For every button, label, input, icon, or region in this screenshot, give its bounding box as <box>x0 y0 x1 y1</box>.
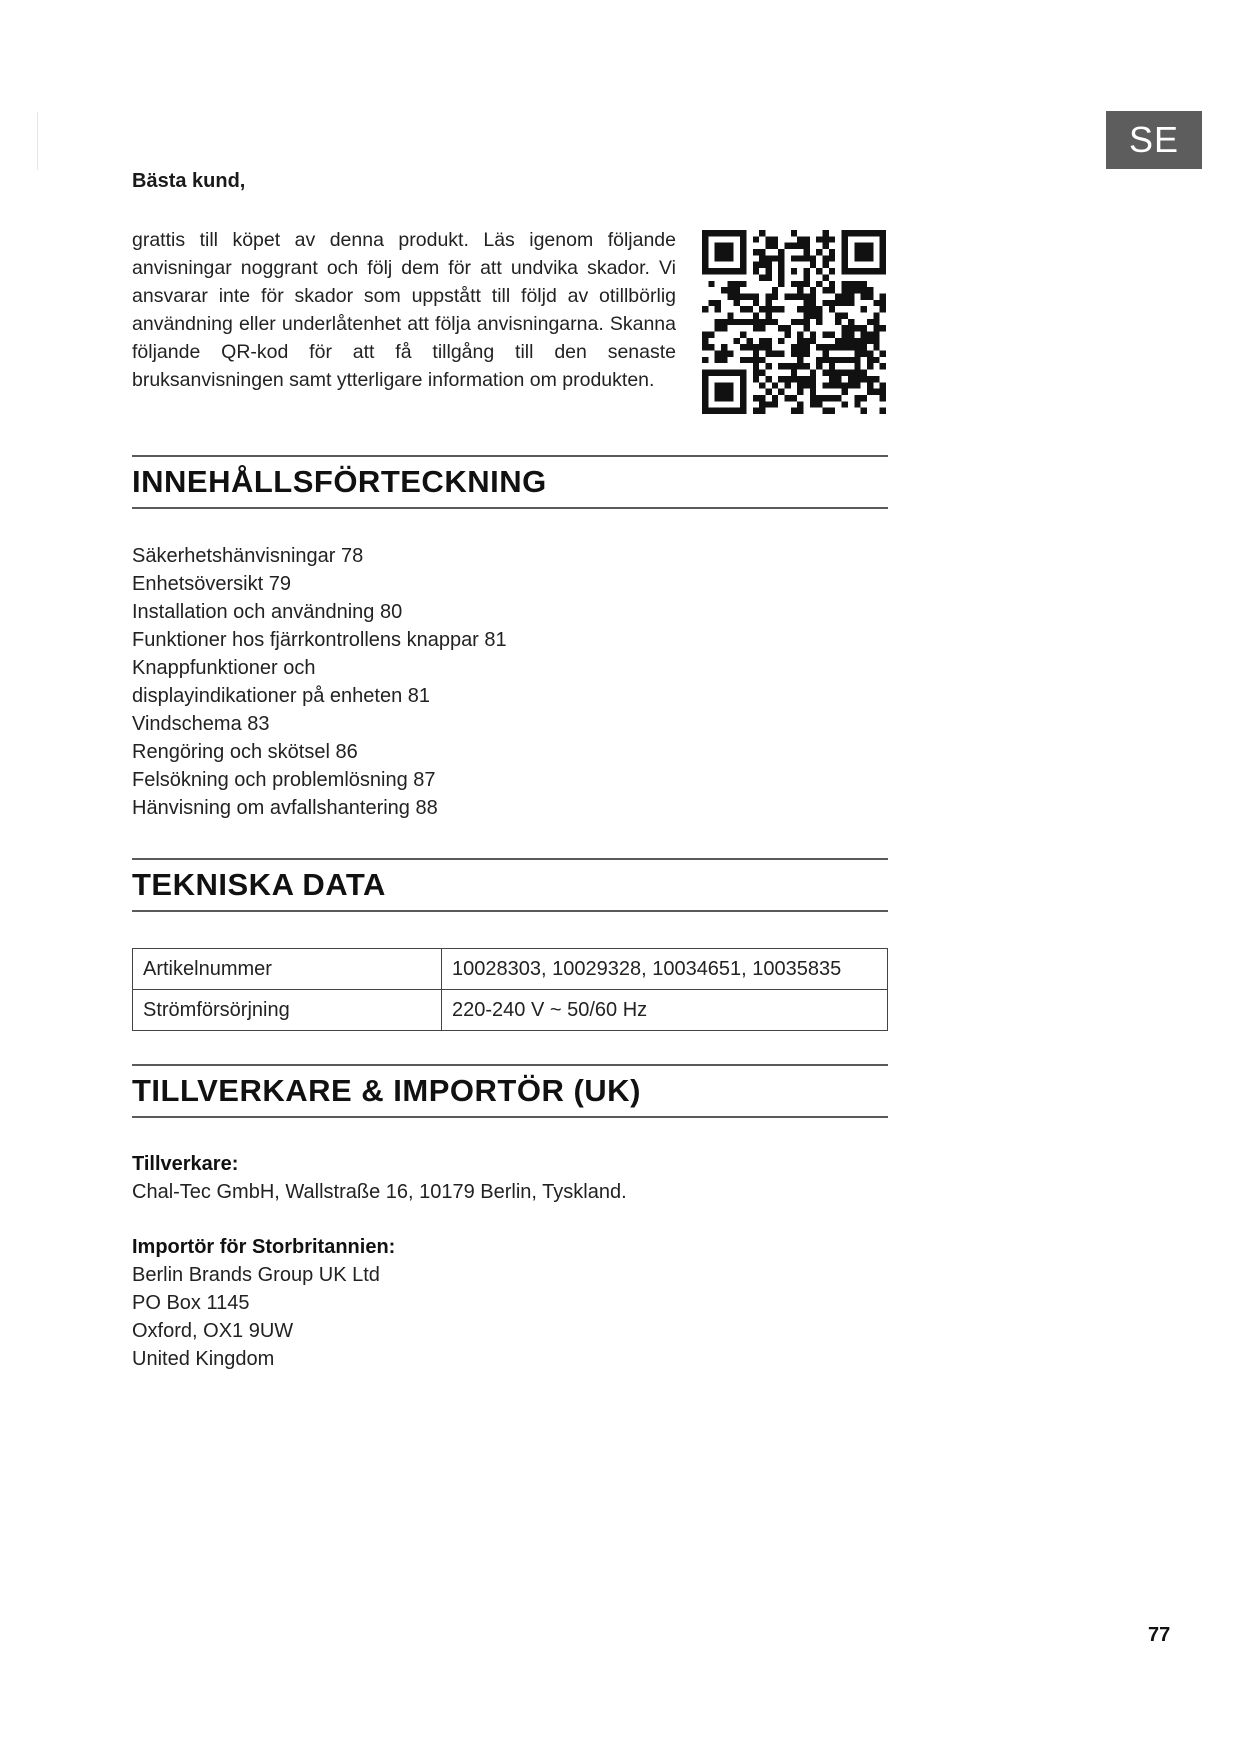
toc-item[interactable]: Installation och användning 80 <box>132 601 403 623</box>
importer-line: Berlin Brands Group UK Ltd <box>132 1264 380 1286</box>
spec-key: Artikelnummer <box>133 949 442 990</box>
toc-item[interactable]: Hänvisning om avfallshantering 88 <box>132 797 438 819</box>
page-number: 77 <box>1148 1624 1171 1646</box>
toc-item[interactable]: Rengöring och skötsel 86 <box>132 741 358 763</box>
toc-section-header <box>132 455 888 509</box>
toc-item[interactable]: Enhetsöversikt 79 <box>132 573 291 595</box>
toc-item[interactable]: Felsökning och problemlösning 87 <box>132 769 436 791</box>
toc-title: INNEHÅLLSFÖRTECKNING <box>132 464 547 499</box>
spec-value: 220-240 V ~ 50/60 Hz <box>442 990 888 1031</box>
maker-address: Chal-Tec GmbH, Wallstraße 16, 10179 Berlin, Tyskland. <box>132 1181 627 1203</box>
importer-label: Importör för Storbritannien: <box>132 1236 396 1258</box>
toc-item[interactable]: Knappfunktioner och <box>132 657 316 679</box>
manufacturer-title: TILLVERKARE & IMPORTÖR (UK) <box>132 1073 641 1108</box>
maker-label: Tillverkare: <box>132 1153 239 1175</box>
language-tab: SE <box>1106 111 1202 169</box>
toc-item[interactable]: Vindschema 83 <box>132 713 270 735</box>
importer-line: United Kingdom <box>132 1348 275 1370</box>
toc-item[interactable]: displayindikationer på enheten 81 <box>132 685 430 707</box>
qr-code[interactable] <box>702 230 886 414</box>
toc-list <box>132 542 507 822</box>
manufacturer-section-header <box>132 1064 888 1118</box>
margin-mark <box>37 112 38 170</box>
toc-item[interactable]: Funktioner hos fjärrkontrollens knappar 81 <box>132 629 507 651</box>
spec-key: Strömförsörjning <box>133 990 442 1031</box>
importer-block <box>132 1233 395 1373</box>
intro-paragraph: grattis till köpet av denna produkt. Läs igenom följande anvisningar noggrant och följ dem för att undvika skador. Vi ansvarar inte för skador som uppstått till följd av otillbörlig användning eller underlåtenhet att följa anvisningarna. Skanna följande QR-kod för att få tillgång till den senaste bruksanvisningen samt ytterligare information om produkten. <box>132 229 676 391</box>
tech-section-header <box>132 858 888 912</box>
toc-item[interactable]: Säkerhetshänvisningar 78 <box>132 545 364 567</box>
tech-title: TEKNISKA DATA <box>132 867 386 902</box>
importer-line: Oxford, OX1 9UW <box>132 1320 294 1342</box>
maker-block <box>132 1150 627 1206</box>
spec-value: 10028303, 10029328, 10034651, 10035835 <box>442 949 888 990</box>
table-row <box>133 949 888 990</box>
importer-line: PO Box 1145 <box>132 1292 250 1314</box>
table-row <box>133 990 888 1031</box>
greeting: Bästa kund, <box>132 170 246 192</box>
spec-table <box>132 948 888 1031</box>
